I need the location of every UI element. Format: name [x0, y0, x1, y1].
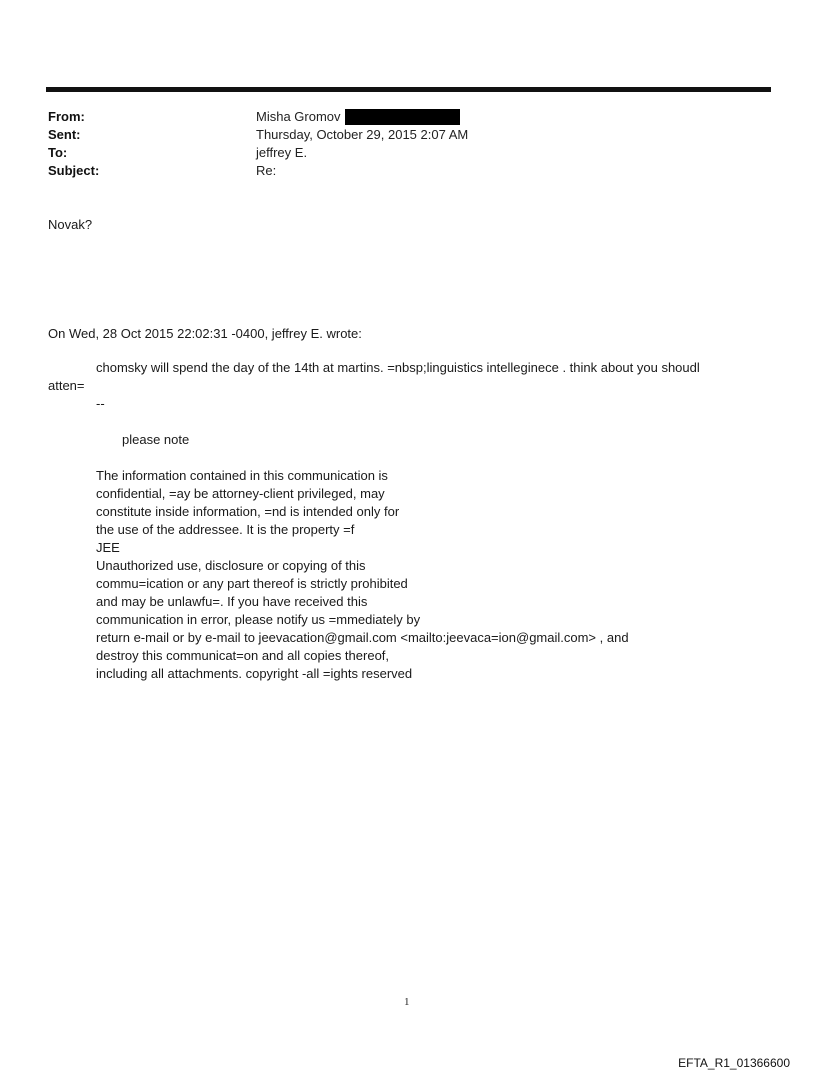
from-name: Misha Gromov [256, 109, 341, 124]
disclaimer-line: JEE [96, 540, 120, 555]
header-divider [46, 87, 771, 92]
subject-label: Subject: [48, 163, 100, 178]
quote-intro: On Wed, 28 Oct 2015 22:02:31 -0400, jeffrey E. wrote: [48, 326, 362, 341]
email-header [48, 108, 748, 180]
sent-label: Sent: [48, 127, 81, 142]
disclaimer-line: constitute inside information, =nd is intended only for [96, 504, 400, 519]
disclaimer-line: and may be unlawfu=. If you have received this [96, 594, 368, 609]
to-label: To: [48, 145, 68, 160]
sent-row [48, 126, 748, 144]
reply-text: Novak? [48, 217, 93, 232]
disclaimer-line: Unauthorized use, disclosure or copying of this [96, 558, 366, 573]
redacted-email-block [345, 109, 460, 125]
subject-value: Re: [256, 163, 277, 178]
from-value [256, 108, 460, 126]
disclaimer-line: return e-mail or by e-mail to jeevacation@gmail.com <mailto:jeevaca=ion@gmail.com> , and [96, 630, 629, 645]
subject-row [48, 162, 748, 180]
to-row [48, 144, 748, 162]
signature-dash: -- [96, 396, 105, 411]
disclaimer-line: the use of the addressee. It is the property =f [96, 522, 355, 537]
from-label: From: [48, 109, 85, 124]
page-number: 1 [404, 996, 410, 1008]
disclaimer-line: destroy this communicat=on and all copies thereof, [96, 648, 390, 663]
please-note: please note [122, 432, 190, 447]
quoted-line-1: chomsky will spend the day of the 14th at martins. =nbsp;linguistics intelleginece . think about you shoudl [96, 360, 700, 375]
document-id: EFTA_R1_01366600 [678, 1056, 790, 1070]
disclaimer-line: confidential, =ay be attorney-client privileged, may [96, 486, 385, 501]
disclaimer-line: The information contained in this communication is [96, 468, 388, 483]
sent-value: Thursday, October 29, 2015 2:07 AM [256, 127, 469, 142]
disclaimer-line: including all attachments. copyright -all =ights reserved [96, 666, 413, 681]
disclaimer-line: communication in error, please notify us =mmediately by [96, 612, 421, 627]
from-row [48, 108, 748, 126]
disclaimer-block [96, 467, 629, 683]
to-value: jeffrey E. [256, 145, 308, 160]
disclaimer-line: commu=ication or any part thereof is strictly prohibited [96, 576, 408, 591]
quoted-line-1-wrap: atten= [48, 378, 85, 393]
